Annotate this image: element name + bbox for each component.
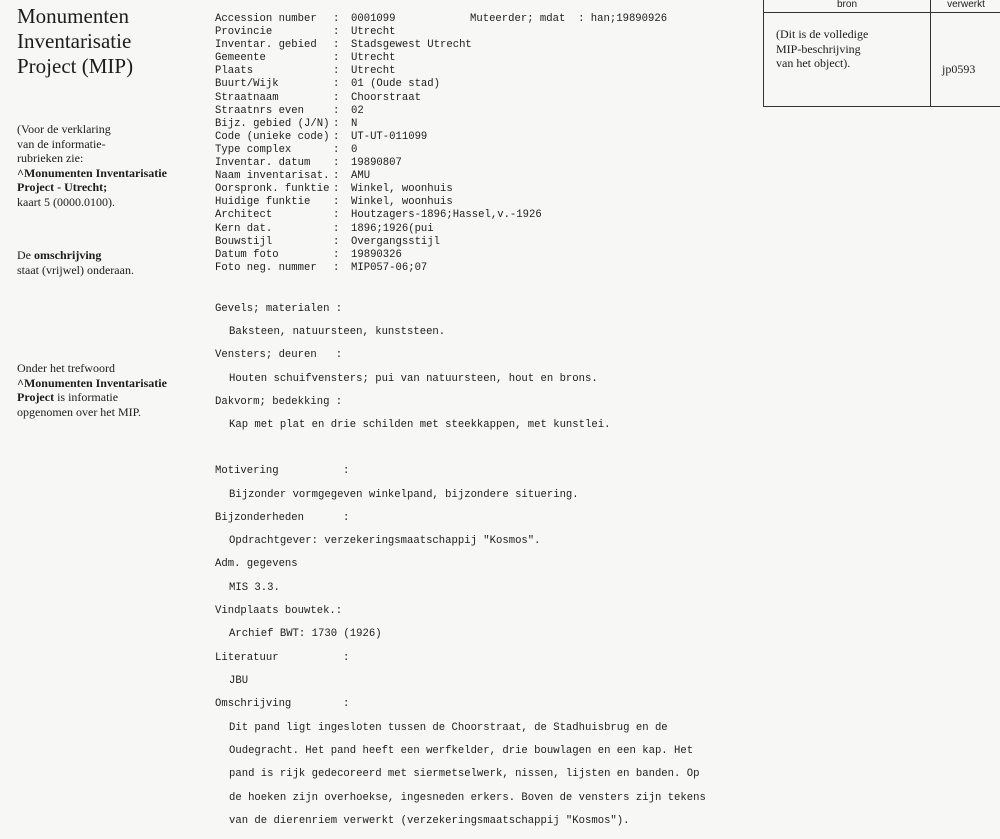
section-label: [215, 466, 706, 478]
field-value: UT-UT-011099: [351, 130, 428, 143]
section-label: Dakvorm; bedekking :: [215, 395, 343, 408]
bron-cell: [776, 27, 926, 71]
title-line: Project (MIP): [17, 54, 134, 78]
note-text: (Voor de verklaring: [17, 122, 111, 136]
field-sep: :: [333, 117, 340, 130]
field-label: Buurt/Wijk: [215, 78, 279, 91]
label-colon: :: [343, 465, 350, 478]
field-label: Bouwstijl: [215, 235, 273, 248]
field-value: Winkel, woonhuis: [351, 196, 453, 209]
page-title: [17, 4, 133, 79]
reference-link[interactable]: Project - Utrecht;: [17, 180, 108, 194]
reference-link[interactable]: Project: [17, 390, 55, 404]
section-text: Archief BWT: 1730 (1926): [229, 628, 382, 641]
section-text: de hoeken zijn overhoekse, ingesneden erkers. Boven de vensters zijn tekens: [229, 791, 706, 804]
section-text: Opdrachtgever: verzekeringsmaatschappij "Kosmos".: [229, 535, 541, 548]
title-line: Inventarisatie: [17, 29, 132, 53]
section-text: Kap met plat en drie schilden met steekkappen, met kunstlei.: [229, 419, 611, 432]
field-row: [215, 105, 542, 118]
section-text: MIS 3.3.: [229, 581, 280, 594]
field-value: 01 (Oude stad): [351, 78, 441, 91]
section-label: Vensters; deuren :: [215, 349, 343, 362]
field-value: han;19890926: [590, 13, 668, 25]
field-row: [215, 52, 542, 65]
field-row: [215, 157, 542, 170]
note-text: staat (vrijwel) onderaan.: [17, 262, 134, 277]
field-sep: :: [333, 170, 340, 183]
note-text: Onder het trefwoord: [17, 361, 115, 375]
field-sep: :: [333, 196, 340, 209]
note-text: opgenomen over het MIP.: [17, 404, 141, 419]
section-text: van de dierenriem verwerkt (verzekeringsmaatschappij "Kosmos").: [229, 814, 630, 827]
verwerkt-cell: jp0593: [942, 62, 976, 76]
note-verklaring: [17, 122, 167, 209]
section-text: Bijzonder vormgegeven winkelpand, bijzondere situering.: [229, 488, 579, 501]
note-text: rubrieken zie:: [17, 151, 84, 165]
title-line: Monumenten: [17, 4, 129, 28]
field-label: Muteerder; mdat: [470, 13, 566, 25]
column-divider: [930, 0, 931, 106]
section-label: Gevels; materialen :: [215, 302, 343, 315]
section-text: Dit pand ligt ingesloten tussen de Choorstraat, de Stadhuisbrug en de: [229, 721, 668, 734]
field-sep: :: [333, 235, 340, 248]
field-sep: :: [333, 13, 340, 25]
section-text: Oudegracht. Het pand heeft een werfkelder, drie bouwlagen en een kap. Het: [229, 744, 694, 757]
table-header: [764, 0, 1000, 13]
note-bold: omschrijving: [34, 248, 102, 262]
bron-header: bron: [836, 0, 857, 10]
field-label: Straatnrs even: [215, 104, 305, 117]
label-text: Literatuur: [215, 651, 279, 664]
field-label: Straatnaam: [215, 91, 279, 104]
field-value: Stadsgewest Utrecht: [351, 39, 472, 52]
field-value: 02: [351, 104, 364, 117]
field-value: Overgangsstijl: [351, 235, 441, 248]
field-value: N: [351, 117, 358, 130]
field-row: [215, 236, 542, 249]
description-block: [215, 292, 706, 839]
field-sep: :: [333, 26, 340, 39]
field-sep: :: [333, 78, 340, 91]
field-value: Houtzagers-1896;Hassel,v.-1926: [351, 209, 542, 222]
field-sep: :: [333, 91, 340, 104]
field-sep: :: [333, 65, 340, 78]
field-value: 19890326: [351, 248, 402, 261]
bron-text: MIP-beschrijving: [776, 41, 861, 56]
field-row: [215, 223, 542, 236]
bron-text: van het object).: [776, 56, 851, 70]
field-value: AMU: [351, 170, 371, 183]
field-label: Datum foto: [215, 248, 279, 261]
spacer: [215, 444, 706, 455]
field-sep: :: [333, 143, 340, 156]
verwerkt-header: verwerkt: [947, 0, 985, 10]
section-label: [215, 653, 706, 665]
field-value: 0: [351, 143, 358, 156]
field-sep: :: [333, 248, 340, 261]
field-label: Accession number: [215, 13, 317, 25]
field-value: MIP057-06;07: [351, 261, 428, 274]
note-text: is informatie: [54, 390, 119, 404]
field-label: Naam inventarisat.: [215, 170, 330, 183]
field-value: 1896;1926(pui: [351, 222, 434, 235]
field-label: Provincie: [215, 26, 273, 39]
field-sep: :: [333, 209, 340, 222]
note-trefwoord: [17, 361, 167, 419]
reference-link[interactable]: ^Monumenten Inventarisatie: [17, 375, 167, 390]
field-row: [215, 183, 542, 196]
field-sep: :: [333, 183, 340, 196]
field-value: Winkel, woonhuis: [351, 183, 453, 196]
field-sep: :: [333, 157, 340, 170]
muteerder-field: [470, 13, 667, 26]
section-text: JBU: [229, 675, 249, 687]
field-row: [215, 92, 542, 105]
note-omschrijving: [17, 248, 134, 277]
field-row: [215, 196, 542, 209]
field-row: [215, 118, 542, 131]
field-value: 0001099: [351, 13, 396, 25]
field-sep: :: [333, 261, 340, 274]
section-label: [215, 513, 706, 525]
field-sep: :: [333, 104, 340, 117]
field-label: Plaats: [215, 65, 254, 78]
field-row: [215, 170, 542, 183]
field-row: [215, 131, 542, 144]
section-label: Vindplaats bouwtek.:: [215, 605, 343, 618]
reference-link[interactable]: ^Monumenten Inventarisatie: [17, 165, 167, 180]
field-label: Architect: [215, 209, 273, 222]
field-label: Bijz. gebied (J/N): [215, 117, 330, 130]
field-row: [215, 262, 542, 275]
field-value: Choorstraat: [351, 91, 421, 104]
bron-table: [763, 0, 1000, 107]
section-text: pand is rijk gedecoreerd met siermetselwerk, nissen, lijsten en banden. Op: [229, 768, 700, 781]
label-colon: :: [343, 511, 350, 524]
record-fields: [215, 13, 542, 275]
field-sep: :: [333, 52, 340, 65]
label-text: Omschrijving: [215, 698, 292, 711]
note-text: kaart 5 (0000.0100).: [17, 194, 115, 209]
note-text: van de informatie-: [17, 136, 106, 151]
field-row: [215, 78, 542, 91]
label-colon: :: [343, 698, 350, 711]
field-row: [215, 209, 542, 222]
field-sep: :: [333, 130, 340, 143]
field-value: 19890807: [351, 157, 402, 170]
note-text: De: [17, 248, 34, 262]
section-label: [215, 699, 706, 711]
field-value: Utrecht: [351, 52, 396, 65]
field-label: Inventar. gebied: [215, 39, 317, 52]
field-label: Code (unieke code): [215, 130, 330, 143]
label-colon: :: [343, 651, 350, 664]
bron-text: (Dit is de volledige: [776, 27, 869, 41]
field-label: Inventar. datum: [215, 157, 311, 170]
field-label: Type complex: [215, 143, 292, 156]
field-row: [215, 26, 542, 39]
field-label: Huidige funktie: [215, 196, 311, 209]
section-label: Adm. gegevens: [215, 558, 298, 571]
field-value: Utrecht: [351, 26, 396, 39]
field-label: Gemeente: [215, 52, 266, 65]
field-sep: :: [578, 13, 585, 25]
field-value: Utrecht: [351, 65, 396, 78]
section-text: Baksteen, natuursteen, kunststeen.: [229, 325, 446, 338]
label-text: Bijzonderheden: [215, 511, 305, 524]
section-text: Houten schuifvensters; pui van natuursteen, hout en brons.: [229, 372, 598, 385]
field-sep: :: [333, 39, 340, 52]
field-row: [215, 144, 542, 157]
label-text: Motivering: [215, 465, 279, 478]
field-label: Kern dat.: [215, 222, 273, 235]
field-row: [215, 39, 542, 52]
field-sep: :: [333, 222, 340, 235]
field-label: Oorspronk. funktie: [215, 183, 330, 196]
field-row: [215, 65, 542, 78]
field-label: Foto neg. nummer: [215, 261, 317, 274]
field-row: [215, 249, 542, 262]
